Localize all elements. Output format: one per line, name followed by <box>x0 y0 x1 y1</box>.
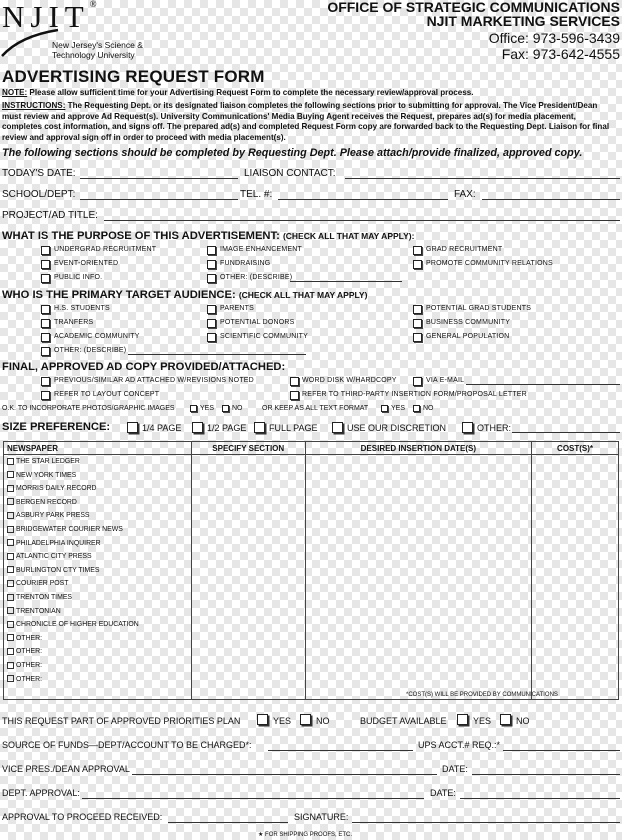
newspaper-label: PHILADELPHIA INQUIRER <box>16 539 101 547</box>
newspaper-row[interactable] <box>7 632 188 646</box>
todays-date-field[interactable] <box>80 178 238 179</box>
cost-note: *COST(S) WILL BE PROVIDED BY COMMUNICATIONS <box>406 692 558 698</box>
newspaper-row[interactable] <box>7 659 188 673</box>
size-option: 1/2 PAGE <box>207 423 247 433</box>
photos-no-checkbox[interactable] <box>222 405 229 412</box>
newspaper-checkbox[interactable] <box>7 471 14 478</box>
col-newspaper: NEWSPAPER <box>4 442 192 455</box>
text-yes-checkbox[interactable] <box>381 405 388 412</box>
newspaper-checkbox[interactable] <box>7 648 14 655</box>
school-label: SCHOOL/DEPT: <box>2 189 76 200</box>
purpose-checkbox[interactable] <box>413 260 422 269</box>
newspaper-checkbox[interactable] <box>7 485 14 492</box>
vp-date-label: DATE: <box>442 764 468 774</box>
vp-approval-label: VICE PRES./DEAN APPROVAL <box>2 764 130 774</box>
newspaper-checkbox[interactable] <box>7 566 14 573</box>
ups-field[interactable] <box>503 750 620 751</box>
purpose-other-field[interactable] <box>290 281 402 282</box>
newspaper-table <box>3 441 619 700</box>
audience-option: POTENTIAL GRAD STUDENTS <box>426 305 532 312</box>
costs-cell[interactable] <box>532 455 619 700</box>
newspaper-row[interactable] <box>7 645 188 659</box>
newspaper-label: BRIDGEWATER COURIER NEWS <box>16 525 123 533</box>
final-copy-heading: FINAL, APPROVED AD COPY PROVIDED/ATTACHED: <box>2 361 286 373</box>
no-label: NO <box>423 405 434 412</box>
size-option: 1/4 PAGE <box>142 423 182 433</box>
purpose-checkbox[interactable] <box>207 260 216 269</box>
audience-option: ACADEMIC COMMUNITY <box>54 333 140 340</box>
audience-checkbox[interactable] <box>207 333 216 342</box>
size-checkbox[interactable] <box>127 422 138 433</box>
size-checkbox[interactable] <box>332 422 343 433</box>
newspaper-checkbox[interactable] <box>7 512 14 519</box>
newspaper-label: TRENTONIAN <box>16 607 61 615</box>
budget-yes-checkbox[interactable] <box>457 714 468 725</box>
size-heading: SIZE PREFERENCE: <box>2 421 111 433</box>
newspaper-label: OTHER: <box>16 661 43 669</box>
project-field[interactable] <box>104 220 620 221</box>
office-phone: Office: 973-596-3439 <box>488 30 620 46</box>
dates-cell[interactable] <box>305 455 531 700</box>
project-label: PROJECT/AD TITLE: <box>2 210 98 221</box>
liaison-label: LIAISON CONTACT: <box>244 168 336 179</box>
email-field[interactable] <box>466 384 620 385</box>
logo-swoosh-icon <box>0 28 60 58</box>
photos-yes-checkbox[interactable] <box>190 405 197 412</box>
size-option: FULL PAGE <box>269 423 318 433</box>
liaison-field[interactable] <box>345 178 620 179</box>
shipping-note: ★ FOR SHIPPING PROOFS, ETC. <box>258 832 353 838</box>
priorities-label: THIS REQUEST PART OF APPROVED PRIORITIES PLAN <box>2 716 241 726</box>
purpose-heading: WHAT IS THE PURPOSE OF THIS ADVERTISEMENT: (CHECK ALL THAT MAY APPLY): <box>2 230 415 242</box>
yes-label: YES <box>473 716 492 726</box>
newspaper-checkbox[interactable] <box>7 675 14 682</box>
source-label: SOURCE OF FUNDS—DEPT/ACCOUNT TO BE CHARGED*: <box>2 740 252 750</box>
audience-option: OTHER: (DESCRIBE) <box>54 347 127 354</box>
dept-approval-field[interactable] <box>82 798 424 799</box>
yes-label: YES <box>200 405 215 412</box>
no-label: NO <box>316 716 330 726</box>
audience-option: BUSINESS COMMUNITY <box>426 319 511 326</box>
newspaper-row[interactable] <box>7 537 188 551</box>
newspaper-row[interactable] <box>7 455 188 469</box>
newspaper-row[interactable] <box>7 673 188 687</box>
newspaper-label: NEW YORK TIMES <box>16 471 77 479</box>
newspaper-row[interactable] <box>7 469 188 483</box>
audience-option: H.S. STUDENTS <box>54 305 110 312</box>
audience-other-field[interactable] <box>128 354 306 355</box>
newspaper-label: TRENTON TIMES <box>16 593 73 601</box>
newspaper-checkbox[interactable] <box>7 458 14 465</box>
newspaper-label: ATLANTIC CITY PRESS <box>16 553 92 561</box>
audience-checkbox[interactable] <box>41 319 50 328</box>
vp-date-field[interactable] <box>472 774 620 775</box>
audience-option: PARENTS <box>220 305 254 312</box>
audience-option: POTENTIAL DONORS <box>220 319 295 326</box>
newspaper-label: ASBURY PARK PRESS <box>16 512 90 520</box>
final-option: REFER TO LAYOUT CONCEPT <box>54 391 160 398</box>
text-format-label: OR KEEP AS ALL TEXT FORMAT <box>262 405 369 412</box>
purpose-checkbox[interactable] <box>41 246 50 255</box>
col-costs: COST(S)* <box>532 442 619 455</box>
audience-checkbox[interactable] <box>207 319 216 328</box>
audience-checkbox[interactable] <box>207 305 216 314</box>
purpose-checkbox[interactable] <box>41 260 50 269</box>
newspaper-label: MORRIS DAILY RECORD <box>16 485 97 493</box>
form-title: ADVERTISING REQUEST FORM <box>2 67 265 86</box>
newspaper-row[interactable] <box>7 550 188 564</box>
newspaper-row[interactable] <box>7 564 188 578</box>
size-checkbox[interactable] <box>462 422 473 433</box>
newspaper-label: THE STAR LEDGER <box>16 458 80 465</box>
newspaper-label: COURIER POST <box>16 580 69 588</box>
logo-tagline: New Jersey's Science & Technology University <box>52 40 143 60</box>
tel-label: TEL. #: <box>240 189 273 200</box>
newspaper-checkbox[interactable] <box>7 553 14 560</box>
priorities-no-checkbox[interactable] <box>300 714 311 725</box>
newspaper-checkbox[interactable] <box>7 594 14 601</box>
dept-date-label: DATE: <box>430 788 456 798</box>
audience-option: GENERAL POPULATION <box>426 333 510 340</box>
newspaper-row[interactable] <box>7 605 188 619</box>
newspaper-row[interactable] <box>7 591 188 605</box>
proceed-field[interactable] <box>168 822 288 823</box>
purpose-option: UNDERGRAD RECRUITMENT <box>54 246 157 253</box>
dept-approval-label: DEPT. APPROVAL: <box>2 788 80 798</box>
tel-field[interactable] <box>278 199 448 200</box>
budget-label: BUDGET AVAILABLE <box>360 716 447 726</box>
audience-option: SCIENTIFIC COMMUNITY <box>220 333 308 340</box>
final-checkbox[interactable] <box>413 377 422 386</box>
size-option: OTHER: <box>477 423 512 433</box>
purpose-option: PROMOTE COMMUNITY RELATIONS <box>426 260 553 267</box>
audience-option: TRANFERS <box>54 319 94 326</box>
services-title: NJIT MARKETING SERVICES <box>426 13 620 29</box>
audience-checkbox[interactable] <box>413 305 422 314</box>
purpose-option: IMAGE ENHANCEMENT <box>220 246 302 253</box>
purpose-option: PUBLIC INFO. <box>54 274 103 281</box>
final-checkbox[interactable] <box>290 377 299 386</box>
signature-label: SIGNATURE: <box>294 812 349 822</box>
instructions-paragraph: INSTRUCTIONS: The Requesting Dept. or its designated liaison completes the following sections prior to submitting for approval. The Vice President/Dean must review and approve Ad Request(s). University Communications' Media Buying Agent receives the Request, prepares ad(s) for media placement, completes cost information, and signs off. The prepared ad(s) and completed Request Form copy are forwarded back to the Requesting Dept. Liaison for final review and approval sign off in order to proceed with media placement(s). <box>2 101 610 142</box>
newspaper-label: OTHER: <box>16 675 43 683</box>
newspaper-label: BURLINGTON CTY TIMES <box>16 566 100 574</box>
italic-instruction: The following sections should be completed by Requesting Dept. Please attach/provide finalized, approved copy. <box>2 147 583 159</box>
newspaper-label: BERGEN RECORD <box>16 498 77 506</box>
newspaper-row[interactable] <box>7 618 188 632</box>
newspaper-checkbox[interactable] <box>7 526 14 533</box>
source-field[interactable] <box>268 750 413 751</box>
yes-label: YES <box>391 405 406 412</box>
col-dates: DESIRED INSERTION DATE(S) <box>305 442 531 455</box>
photos-label: O.K. TO INCORPORATE PHOTOS/GRAPHIC IMAGES <box>2 405 175 412</box>
newspaper-checkbox[interactable] <box>7 607 14 614</box>
priorities-yes-checkbox[interactable] <box>257 714 268 725</box>
note-paragraph: NOTE: Please allow sufficient time for your Advertising Request Form to complete the necessary review/approval process. <box>2 88 474 97</box>
newspaper-checkbox[interactable] <box>7 539 14 546</box>
audience-checkbox[interactable] <box>413 333 422 342</box>
newspaper-row[interactable] <box>7 523 188 537</box>
newspaper-checkbox[interactable] <box>7 662 14 669</box>
newspaper-checkbox[interactable] <box>7 634 14 641</box>
size-other-field[interactable] <box>512 432 620 433</box>
signature-field[interactable] <box>352 822 620 823</box>
dept-date-field[interactable] <box>460 798 620 799</box>
purpose-checkbox[interactable] <box>413 246 422 255</box>
newspaper-checkbox[interactable] <box>7 621 14 628</box>
newspaper-row[interactable] <box>7 496 188 510</box>
no-label: NO <box>516 716 530 726</box>
col-section: SPECIFY SECTION <box>191 442 305 455</box>
newspaper-label: CHRONICLE OF HIGHER EDUCATION <box>16 621 139 629</box>
fax-label: FAX: <box>454 189 476 200</box>
newspaper-label: OTHER: <box>16 648 43 656</box>
purpose-option: EVENT-ORIENTED <box>54 260 119 267</box>
purpose-option: GRAD RECRUITMENT <box>426 246 503 253</box>
audience-heading: WHO IS THE PRIMARY TARGET AUDIENCE: (CHECK ALL THAT MAY APPLY) <box>2 289 368 301</box>
final-option: REFER TO THIRD-PARTY INSERTION FORM/PROPOSAL LETTER <box>302 391 527 398</box>
final-option: PREVIOUS/SIMILAR AD ATTACHED W/REVISIONS NOTED <box>54 377 254 384</box>
newspaper-row[interactable] <box>7 509 188 523</box>
budget-no-checkbox[interactable] <box>500 714 511 725</box>
audience-checkbox[interactable] <box>41 333 50 342</box>
newspaper-list <box>4 455 192 700</box>
yes-label: YES <box>273 716 292 726</box>
purpose-checkbox[interactable] <box>207 246 216 255</box>
newspaper-row[interactable] <box>7 482 188 496</box>
audience-checkbox[interactable] <box>41 305 50 314</box>
purpose-checkbox[interactable] <box>207 274 216 283</box>
newspaper-row[interactable] <box>7 577 188 591</box>
fax-number: Fax: 973-642-4555 <box>501 46 620 62</box>
njit-logo-word: NJIT® <box>2 0 97 34</box>
ups-label: UPS ACCT.# REQ.:* <box>418 740 501 750</box>
text-no-checkbox[interactable] <box>413 405 420 412</box>
office-title: OFFICE OF STRATEGIC COMMUNICATIONS <box>327 0 620 15</box>
newspaper-checkbox[interactable] <box>7 498 14 505</box>
final-option: WORD DISK W/HARDCOPY <box>302 377 397 384</box>
newspaper-checkbox[interactable] <box>7 580 14 587</box>
school-field[interactable] <box>80 199 238 200</box>
newspaper-label: OTHER: <box>16 634 43 642</box>
size-checkbox[interactable] <box>254 422 265 433</box>
purpose-option: OTHER: (DESCRIBE) <box>220 274 293 281</box>
size-option: USE OUR DISCRETION <box>347 423 447 433</box>
final-checkbox[interactable] <box>41 377 50 386</box>
purpose-option: FUNDRAISING <box>220 260 271 267</box>
proceed-label: APPROVAL TO PROCEED RECEIVED: <box>2 812 163 822</box>
todays-date-label: TODAY'S DATE: <box>2 168 76 179</box>
vp-approval-field[interactable] <box>132 774 437 775</box>
audience-checkbox[interactable] <box>413 319 422 328</box>
final-option: VIA E-MAIL <box>426 377 465 384</box>
purpose-checkbox[interactable] <box>41 274 50 283</box>
final-checkbox[interactable] <box>290 391 299 400</box>
audience-checkbox[interactable] <box>41 347 50 356</box>
section-cell[interactable] <box>191 455 305 700</box>
no-label: NO <box>232 405 243 412</box>
size-checkbox[interactable] <box>192 422 203 433</box>
final-checkbox[interactable] <box>41 391 50 400</box>
fax-field[interactable] <box>482 199 620 200</box>
